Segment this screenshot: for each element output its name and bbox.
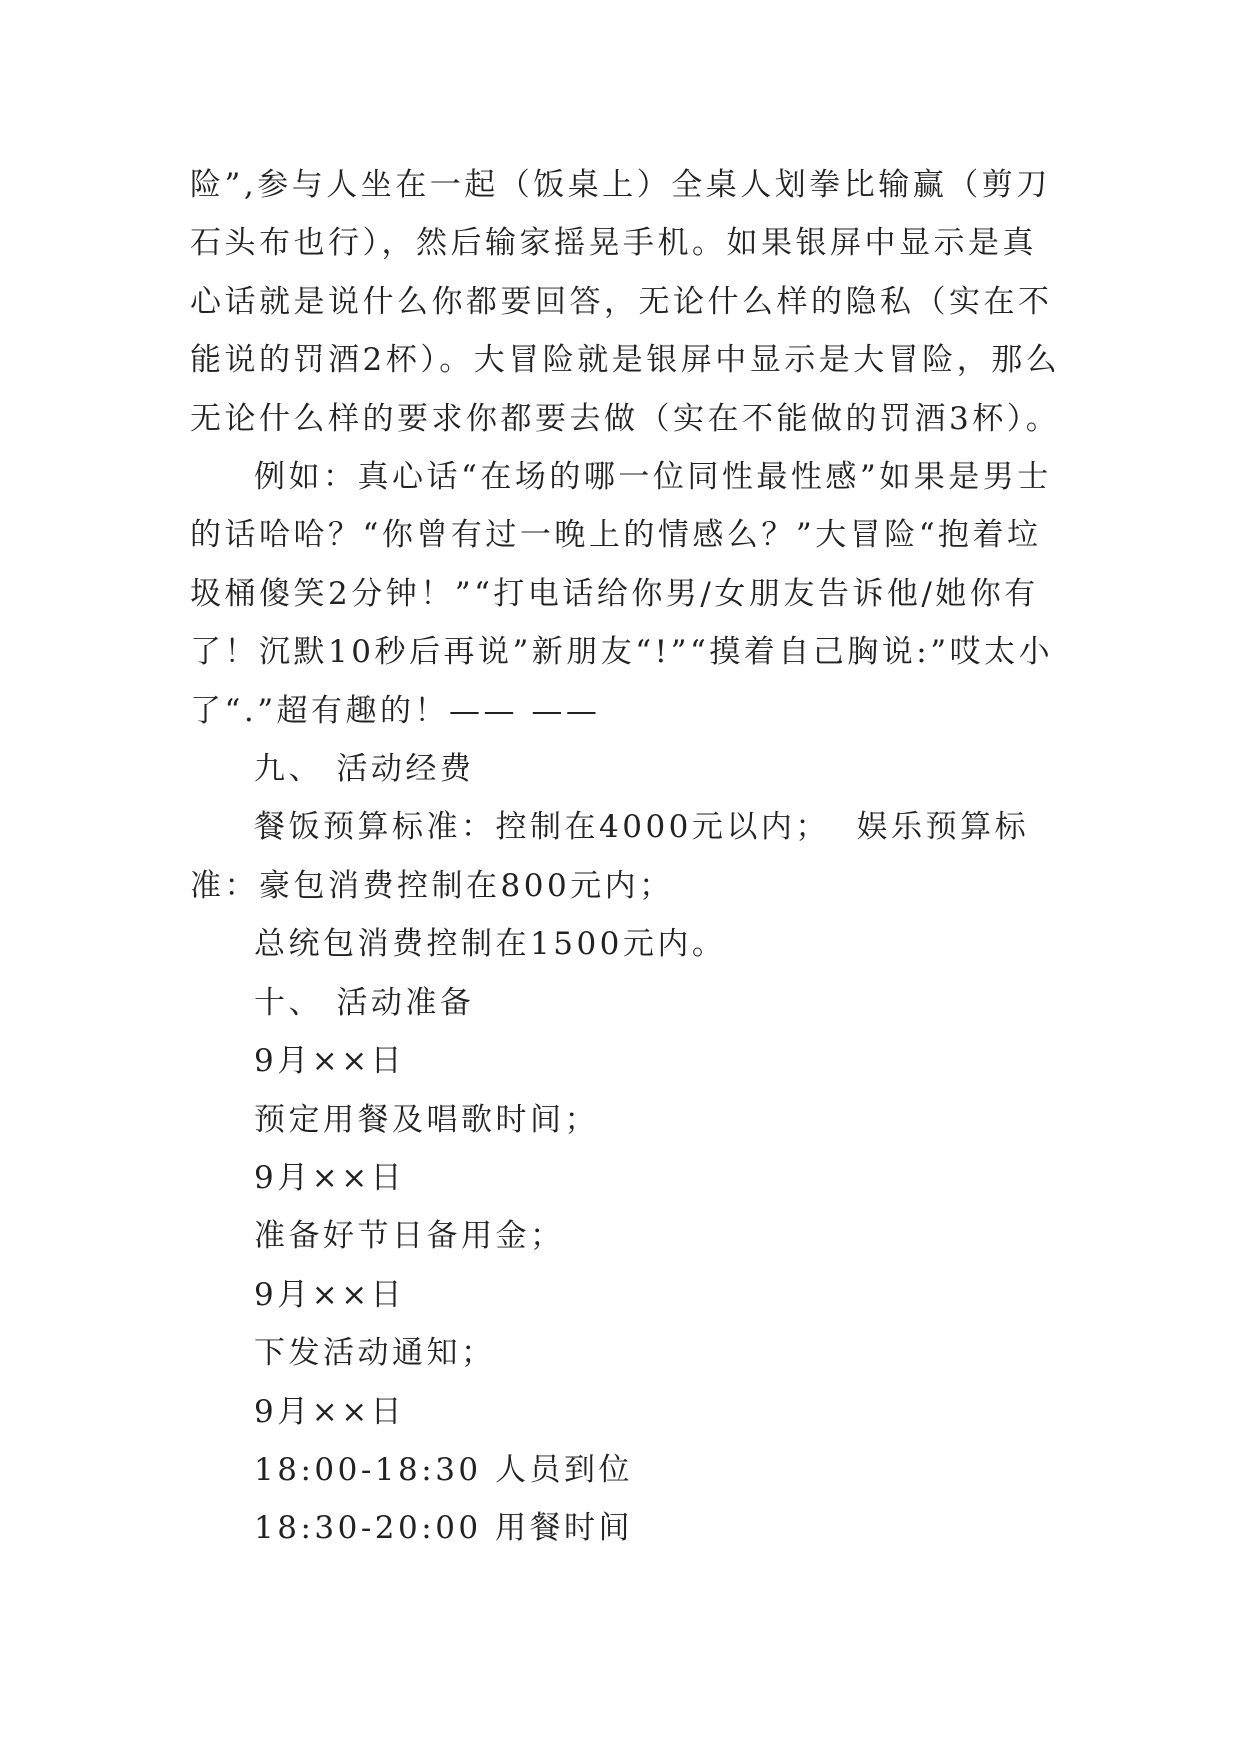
paragraph-game-rules: 险”,参与人坐在一起（饭桌上）全桌人划拳比输赢（剪刀石头布也行），然后输家摇晃手机。如果银屏中显示是真心话就是说什么你都要回答，无论什么样的隐私（实在不能说的罚酒2杯）。大冒险就是银屏中显示是大冒险，那么无论什么样的要求你都要去做（实在不能做的罚酒3杯）。: [190, 167, 1061, 437]
schedule-time-dinner: 18:30-20:00 用餐时间: [254, 1510, 634, 1547]
schedule-date: 9月××日: [254, 1159, 406, 1196]
schedule-date: 9月××日: [254, 1043, 406, 1080]
document-body: [190, 156, 1070, 1558]
schedule-item: 准备好节日备用金；: [254, 1218, 565, 1255]
schedule-item: 下发活动通知；: [254, 1335, 496, 1372]
section-heading-activity-preparation: 十、 活动准备: [254, 984, 475, 1021]
paragraph-examples: 例如：真心话“在场的哪一位同性最性感”如果是男士的话哈哈？“你曾有过一晚上的情感么？”大冒险“抱着垃圾桶傻笑2分钟！”“打电话给你男/女朋友告诉他/她你有了！沉默10秒后再说”新朋友“!”“摸着自己胸说:”哎太小了“.”超有趣的！—— ——: [190, 459, 1054, 729]
paragraph-budget-standard: 餐饭预算标准：控制在4000元以内； 娱乐预算标准：豪包消费控制在800元内；: [190, 809, 1030, 904]
section-heading-activity-budget: 九、 活动经费: [254, 751, 475, 788]
schedule-date: 9月××日: [254, 1276, 406, 1313]
schedule-date: 9月××日: [254, 1393, 406, 1430]
schedule-time-arrival: 18:00-18:30 人员到位: [254, 1451, 634, 1488]
schedule-item: 预定用餐及唱歌时间；: [254, 1101, 599, 1138]
paragraph-presidential-suite-budget: 总统包消费控制在1500元内。: [254, 926, 727, 963]
